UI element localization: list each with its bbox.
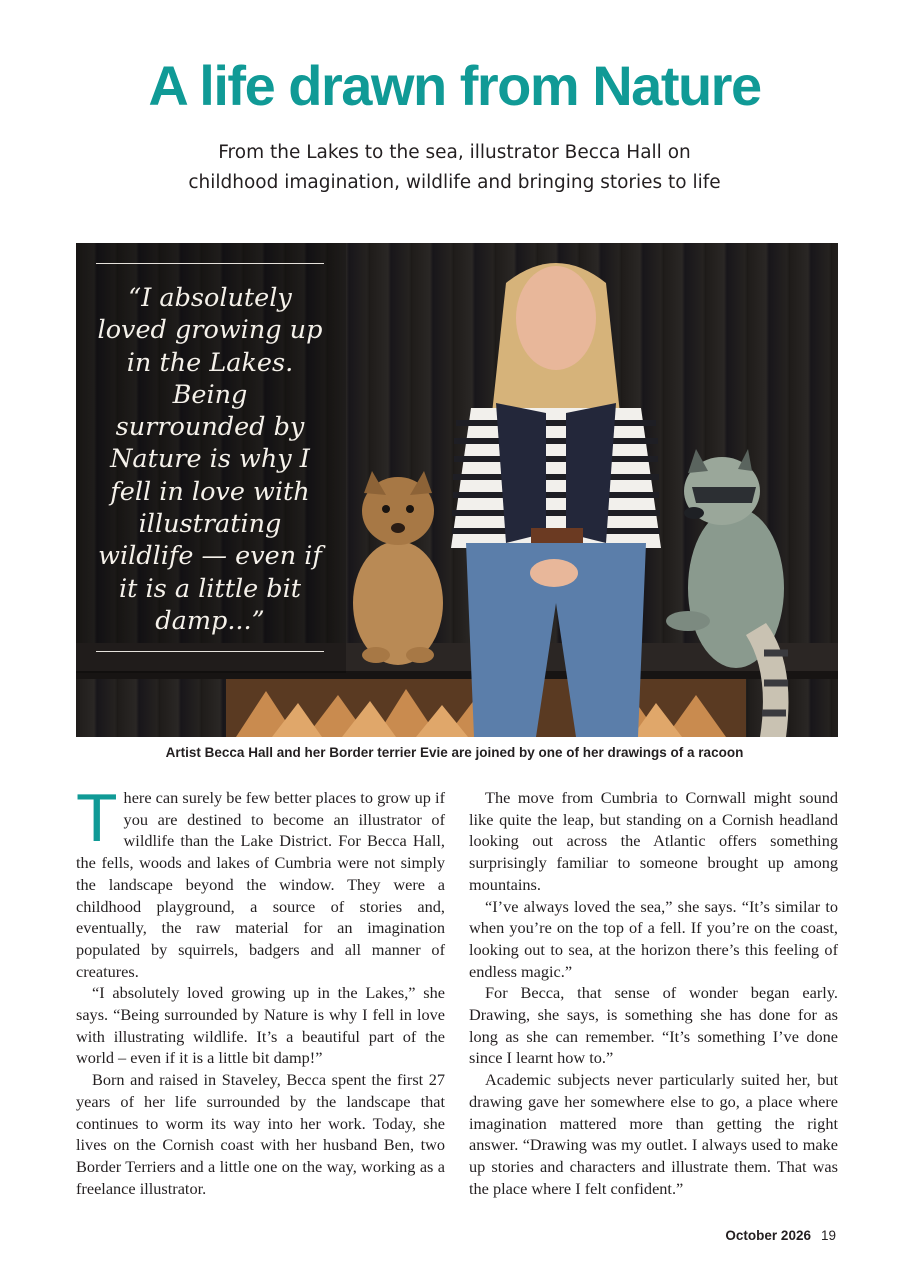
drop-cap: T [76, 780, 118, 856]
body-paragraph [76, 780, 445, 982]
body-paragraph: Academic subjects never particularly suited her, but drawing gave her somewhere else to go, a place where imagination mattered more than getting the right answer. “Drawing was my outlet. I always used to make up stories and characters and illustrate them. That was the place where I felt confident.” [469, 1070, 838, 1198]
standfirst-line: childhood imagination, wildlife and bringing stories to life [188, 172, 721, 193]
pull-quote-rule-bottom [96, 651, 324, 652]
dog-figure [353, 471, 443, 665]
body-paragraph: The move from Cumbria to Cornwall might sound like quite the leap, but standing on a Cornish headland looking out across the Atlantic offers something surprisingly familiar to someone brought up among mountains. [469, 788, 838, 894]
body-paragraph: For Becca, that sense of wonder began early. Drawing, she says, is something she has done for as long as she can remember. “It’s something I’ve done since I learnt how to.” [469, 983, 838, 1068]
standfirst-line: From the Lakes to the sea, illustrator Becca Hall on [218, 142, 691, 163]
body-column-left [76, 780, 445, 1199]
body-paragraph: Born and raised in Staveley, Becca spent the first 27 years of her life surrounded by the landscape that continues to worm its way into her work. Today, she lives on the Cornish coast with her husband Ben, two Border Terriers and a little one on the way, working as a freelance illustrator. [76, 1070, 445, 1198]
paragraph-text: here can surely be few better places to grow up if you are destined to become an illustrator of wildlife than the Lake District. For Becca Hall, the fells, woods and lakes of Cumbria were not simply the landscape beyond the window. They were a childhood playground, a source of stories and, eventually, the raw material for an imagination populated by squirrels, badgers and all manner of creatures. [76, 788, 445, 981]
standfirst [0, 138, 909, 198]
article-headline: A life drawn from Nature [148, 54, 761, 117]
body-paragraph: “I absolutely loved growing up in the Lakes,” she says. “Being surrounded by Nature is why I fell in love with illustrating wildlife. It’s a beautiful part of the world – even if it is a little bit damp!” [76, 983, 445, 1068]
pull-quote: “I absolutely loved growing up in the Lakes. Being surrounded by Nature is why I fell in love with illustrating wildlife — even if it is a little bit damp...” [97, 283, 323, 636]
body-column-right [469, 787, 838, 1199]
body-paragraph: “I’ve always loved the sea,” she says. “It’s similar to when you’re on the top of a fell. If you’re on the coast, looking out to sea, at the horizon there’s this feeling of endless magic.” [469, 896, 838, 981]
page-number: 19 [820, 1228, 836, 1243]
pull-quote-rule-top [96, 263, 324, 264]
issue-date: October 2026 [725, 1228, 811, 1243]
photo-caption: Artist Becca Hall and her Border terrier Evie are joined by one of her drawings of a racoon [165, 745, 744, 760]
page-footer [725, 1228, 836, 1243]
